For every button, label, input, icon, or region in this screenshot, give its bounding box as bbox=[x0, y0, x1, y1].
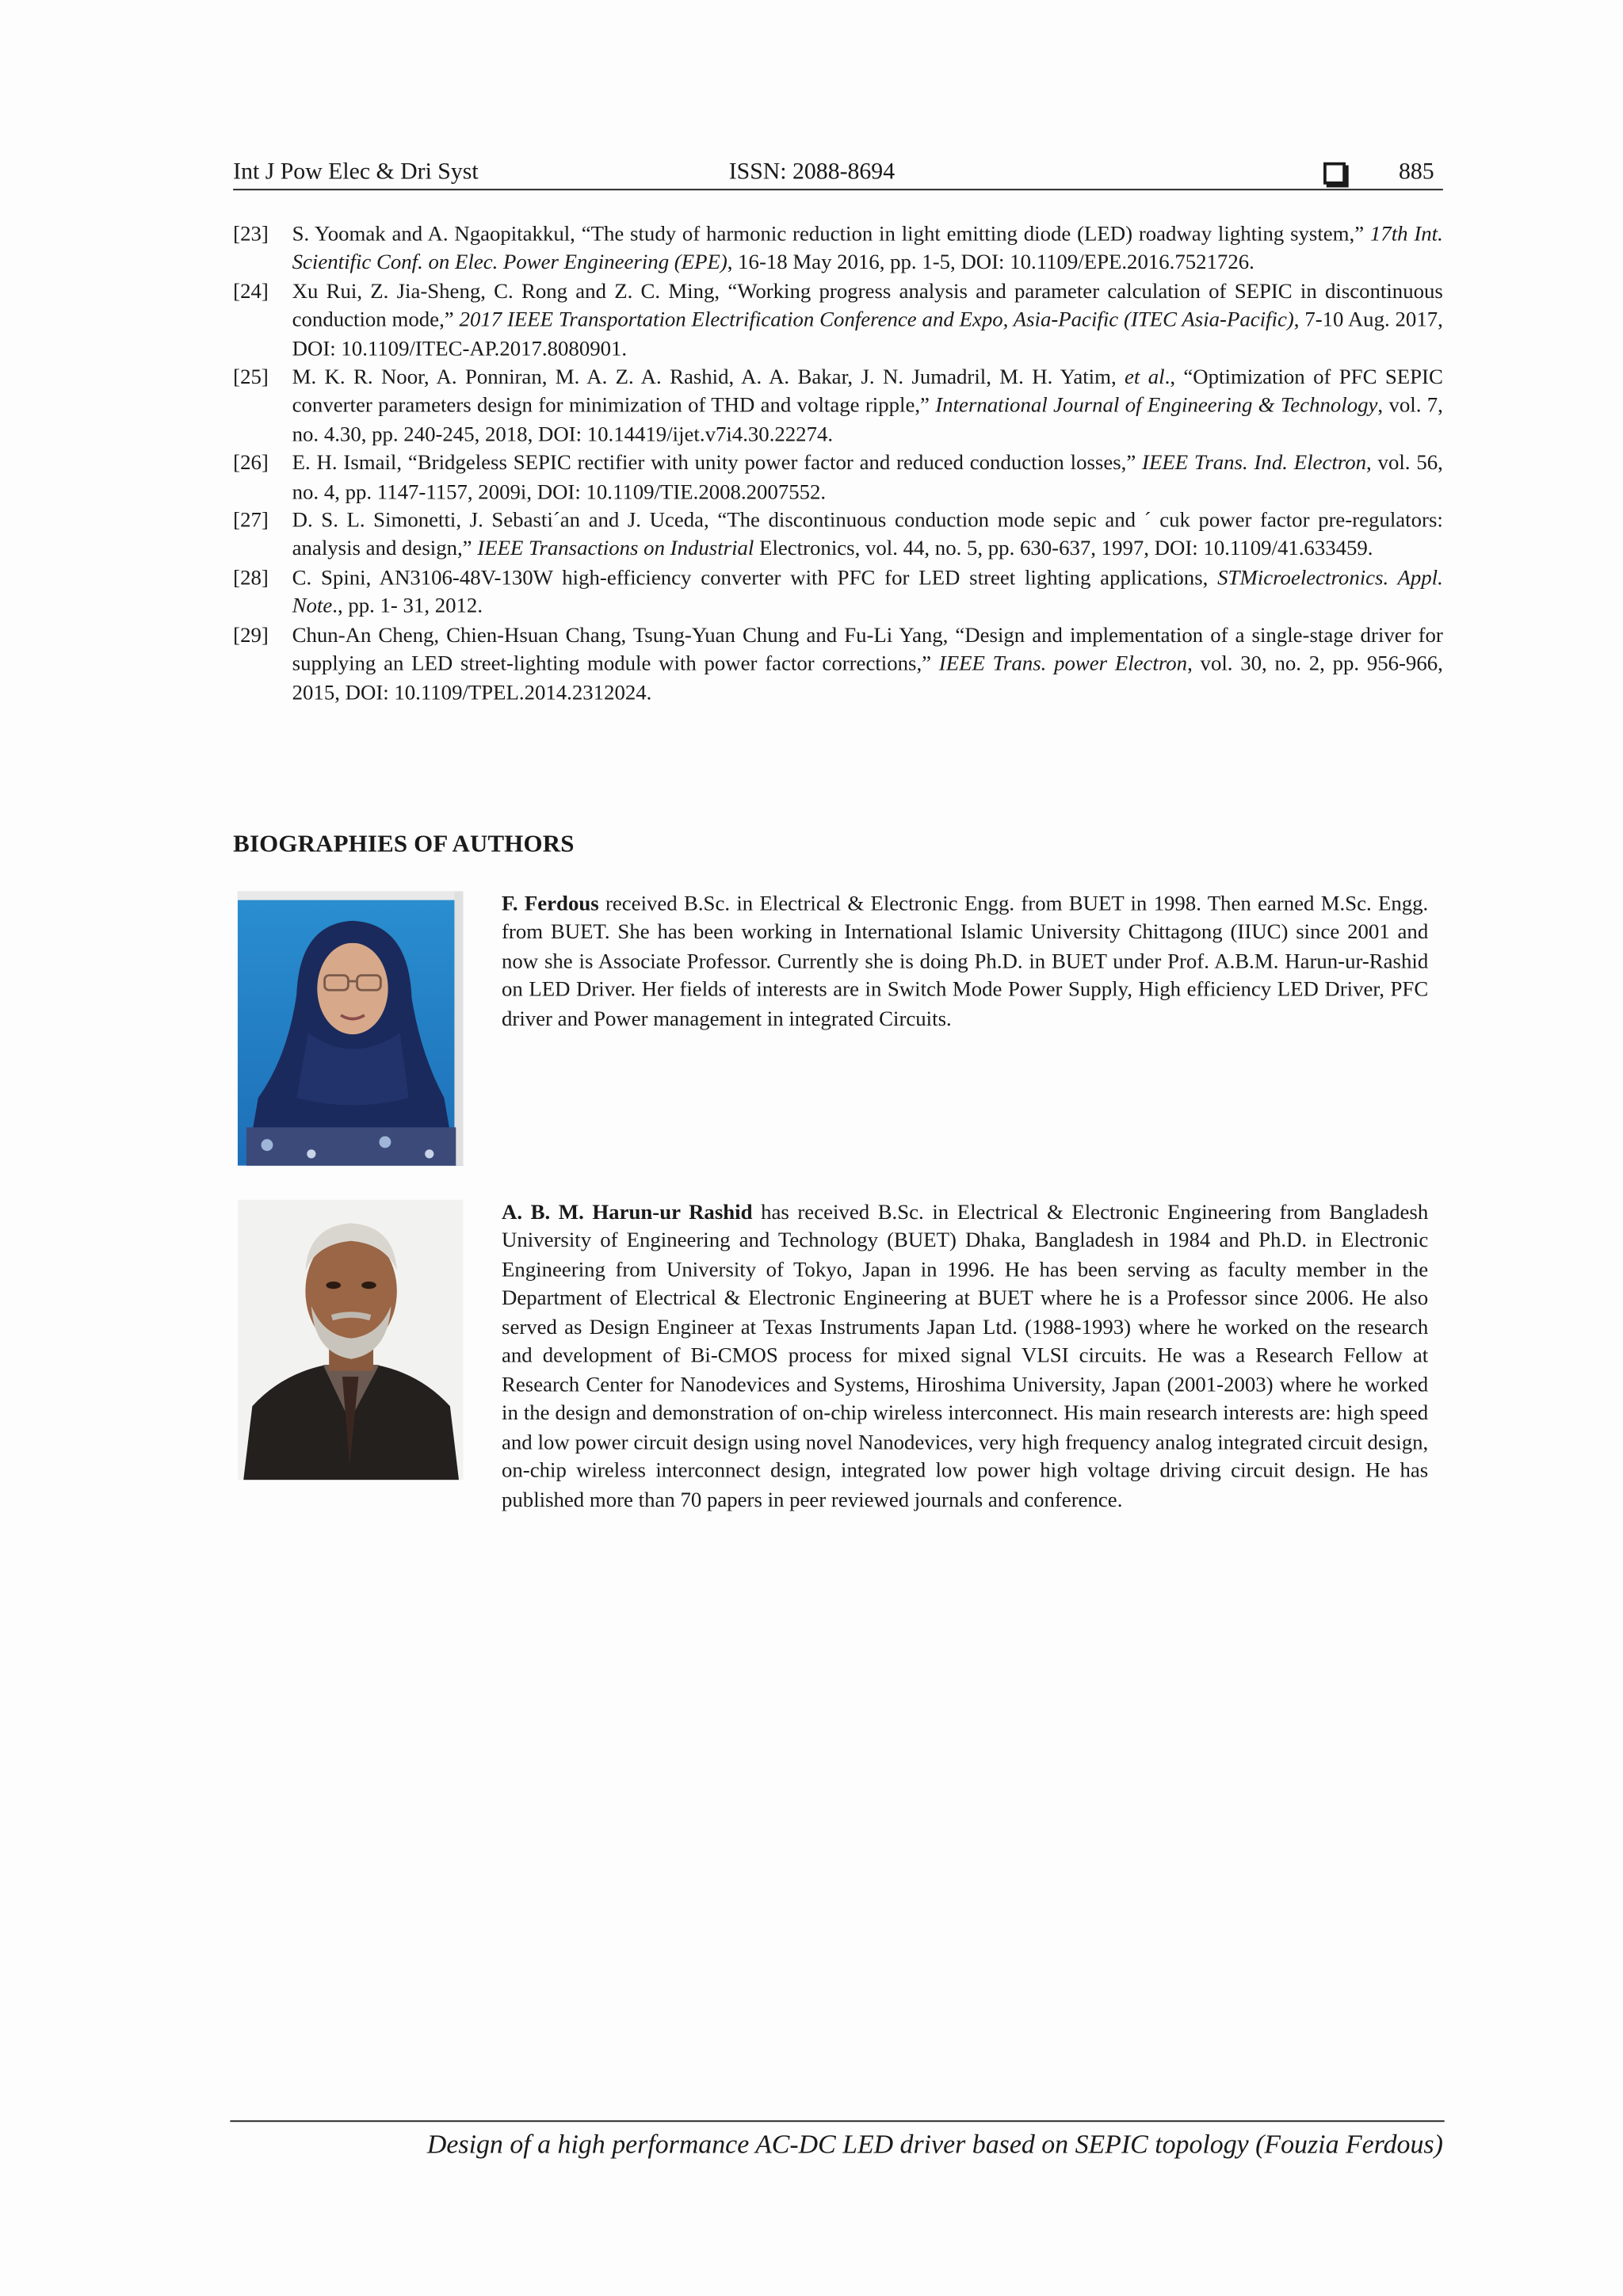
reference-fragment: Xu Rui, Z. Jia-Sheng, C. Rong and Z. C. Ming, “Working progress analysis and parameter calculation of SEPIC in discontinuous conduction mode,” bbox=[292, 280, 1443, 333]
author-photo-rashid bbox=[238, 1200, 464, 1480]
reference-source: et al bbox=[1125, 365, 1165, 390]
reference-fragment: ., pp. 1- 31, 2012. bbox=[332, 594, 483, 619]
bio-ferdous-text: received B.Sc. in Electrical & Electronic Engg. from BUET in 1998. Then earned M.Sc. Engg. from BUET. She has been working in International Islamic University Chittagong (IIUC) since 2001 and now she is Associate Professor. Currently she is doing Ph.D. in BUET under Prof. A.B.M. Harun-ur-Rashid on LED Driver. Her fields of interests are in Switch Mode Power Supply, High efficiency LED Driver, PFC driver and Power management in integrated Circuits. bbox=[502, 892, 1429, 1032]
bio-rashid bbox=[502, 1200, 1428, 1515]
footer-title: Design of a high performance AC-DC LED driver based on SEPIC topology (Fouzia Ferdous) bbox=[426, 2129, 1443, 2159]
reference-number: [28] bbox=[233, 566, 269, 590]
bio-rashid-text: has received B.Sc. in Electrical & Electronic Engineering from Bangladesh University of Engineering and Technology (BUET) Dhaka, Bangladesh in 1984 and Ph.D. in Electronic Engineering from University of Tokyo, Japan in 1996. He has been serving as faculty member in the Department of Electrical & Electronic Engineering at BUET where he is a Professor since 2006. He also served as Design Engineer at Texas Instruments Japan Ltd. (1988-1993) where he worked on the research and development of Bi-CMOS process for mixed signal VLSI circuits. He was a Research Fellow at Research Center for Nanodevices and Systems, Hiroshima University, Japan (2001-2003) where he worked in the design and demonstration of on-chip wireless interconnect. His main research interests are: high speed and low power circuit design using novel Nanodevices, very high frequency analog integrated circuit design, on-chip wireless interconnect design, integrated low power high voltage driving circuit design. He has published more than 70 papers in peer reviewed journals and conference. bbox=[502, 1201, 1429, 1512]
page-box-icon bbox=[1323, 162, 1346, 185]
reference-number: [23] bbox=[233, 223, 269, 246]
reference-fragment: , vol. 30, no. 2, pp. 956-966, 2015, DOI: 10.1109/TPEL.2014.2312024. bbox=[292, 652, 1443, 705]
reference-fragment: , vol. 56, no. 4, pp. 1147-1157, 2009i, DOI: 10.1109/TIE.2008.2007552. bbox=[292, 452, 1443, 505]
reference-fragment: C. Spini, AN3106-48V-130W high-efficiency converter with PFC for LED street lighting applications, bbox=[292, 566, 1218, 590]
reference-source: IEEE Trans. power Electron bbox=[938, 652, 1188, 676]
biographies-heading: BIOGRAPHIES OF AUTHORS bbox=[233, 829, 575, 858]
journal-name: Int J Pow Elec & Dri Syst bbox=[233, 159, 479, 185]
reference-item bbox=[233, 221, 1443, 278]
issn: ISSN: 2088-8694 bbox=[728, 159, 896, 185]
reference-source: IEEE Transactions on Industrial bbox=[477, 537, 754, 562]
reference-fragment: S. Yoomak and A. Ngaopitakkul, “The study of harmonic reduction in light emitting diode (LED) roadway lighting system,” bbox=[292, 223, 1370, 246]
bio-rashid-name: A. B. M. Harun-ur Rashid bbox=[502, 1201, 753, 1225]
reference-text bbox=[292, 221, 1443, 278]
reference-fragment: M. K. R. Noor, A. Ponniran, M. A. Z. A. Rashid, A. A. Bakar, J. N. Jumadril, M. H. Yatim, bbox=[292, 365, 1125, 390]
reference-list bbox=[233, 221, 1443, 708]
footer-rule bbox=[230, 2120, 1444, 2122]
reference-text bbox=[292, 450, 1443, 507]
reference-fragment: , 7-10 Aug. 2017, DOI: 10.1109/ITEC-AP.2017.8080901. bbox=[292, 308, 1443, 361]
reference-item bbox=[233, 508, 1443, 565]
reference-fragment: Chun-An Cheng, Chien-Hsuan Chang, Tsung-Yuan Chung and Fu-Li Yang, “Design and implementation of a single-stage driver for supplying an LED street-lighting module with power factor corrections,” bbox=[292, 623, 1443, 676]
page-number: 885 bbox=[1398, 159, 1434, 185]
reference-source: 2017 IEEE Transportation Electrification Conference and Expo, Asia-Pacific (ITEC Asia-Pacific) bbox=[459, 308, 1294, 333]
reference-fragment: ., “Optimization of PFC SEPIC converter parameters design for minimization of THD and voltage ripple,” bbox=[292, 365, 1443, 418]
reference-text bbox=[292, 365, 1443, 450]
reference-source: STMicroelectronics. Appl. Note bbox=[292, 566, 1443, 619]
bio-ferdous-name: F. Ferdous bbox=[502, 892, 599, 917]
reference-number: [24] bbox=[233, 280, 269, 304]
reference-fragment: , vol. 7, no. 4.30, pp. 240-245, 2018, DOI: 10.14419/ijet.v7i4.30.22274. bbox=[292, 394, 1443, 447]
reference-item bbox=[233, 450, 1443, 507]
reference-item bbox=[233, 365, 1443, 450]
author-photo-ferdous bbox=[238, 892, 464, 1166]
reference-fragment: D. S. L. Simonetti, J. Sebasti´an and J. Uceda, “The discontinuous conduction mode sepic and ´ cuk power factor pre-regulators: analysis and design,” bbox=[292, 509, 1443, 562]
reference-source: 17th Int. Scientific Conf. on Elec. Power Engineering (EPE) bbox=[292, 223, 1443, 276]
reference-number: [27] bbox=[233, 509, 269, 533]
reference-fragment: E. H. Ismail, “Bridgeless SEPIC rectifier with unity power factor and reduced conduction losses,” bbox=[292, 452, 1143, 476]
reference-item bbox=[233, 565, 1443, 622]
reference-fragment: Electronics, vol. 44, no. 5, pp. 630-637, 1997, DOI: 10.1109/41.633459. bbox=[754, 537, 1373, 562]
bio-ferdous bbox=[502, 892, 1428, 1035]
reference-source: IEEE Trans. Ind. Electron bbox=[1142, 452, 1367, 476]
reference-number: [26] bbox=[233, 452, 269, 476]
reference-item bbox=[233, 622, 1443, 708]
reference-number: [29] bbox=[233, 623, 269, 648]
reference-item bbox=[233, 279, 1443, 365]
reference-text bbox=[292, 622, 1443, 708]
reference-fragment: , 16-18 May 2016, pp. 1-5, DOI: 10.1109/EPE.2016.7521726. bbox=[727, 251, 1254, 276]
reference-number: [25] bbox=[233, 365, 269, 390]
reference-text bbox=[292, 508, 1443, 565]
reference-source: International Journal of Engineering & Technology bbox=[935, 394, 1378, 418]
reference-text bbox=[292, 279, 1443, 365]
reference-text bbox=[292, 565, 1443, 622]
header-rule bbox=[233, 189, 1443, 190]
